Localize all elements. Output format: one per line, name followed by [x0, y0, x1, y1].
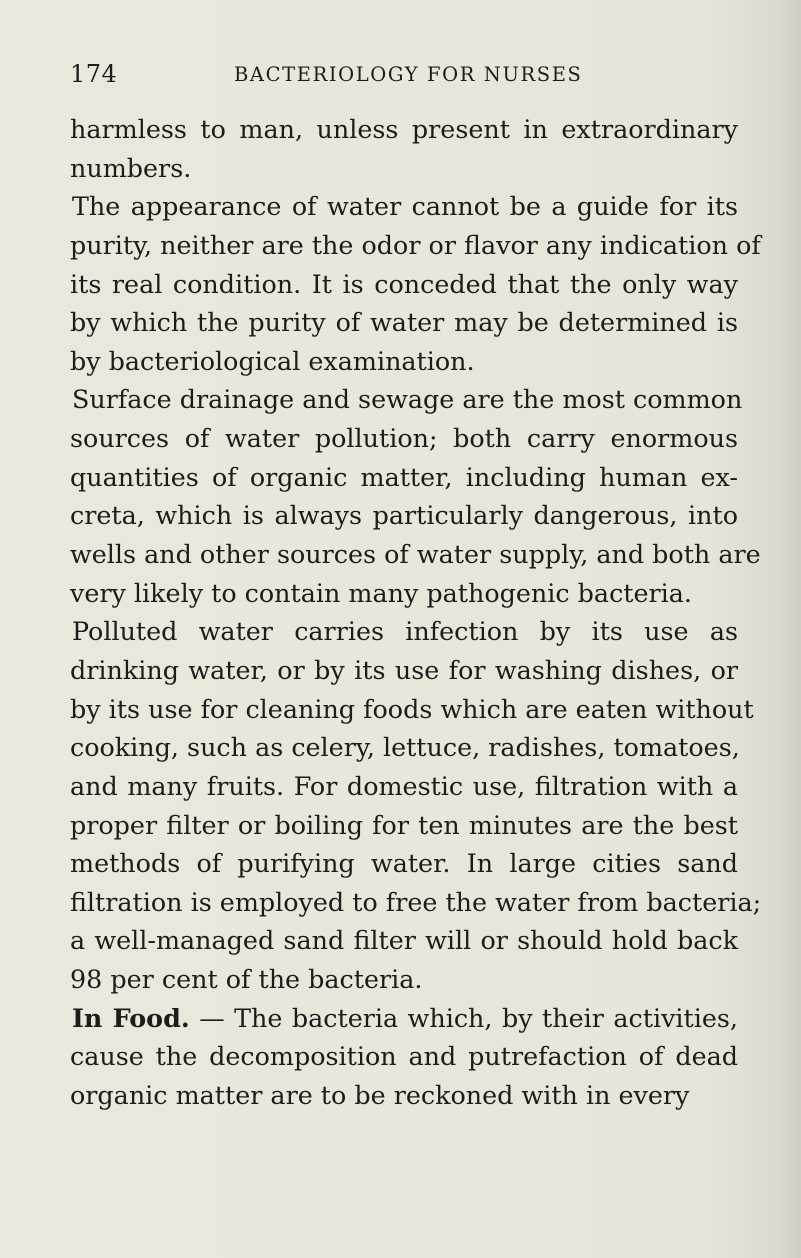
text-line: The appearance of water cannot be a guide for its: [72, 191, 738, 222]
text-line: its real condition. It is conceded that the only way: [70, 268, 738, 299]
text-line: purity, neither are the odor or flavor any indication of: [70, 229, 761, 260]
section-lead-line: [70, 999, 738, 1038]
text-line: proper filter or boiling for ten minutes are the best: [70, 809, 738, 840]
page-number: 174: [70, 60, 118, 88]
text-line: Polluted water carries infection by its use as: [72, 616, 738, 647]
text-line: filtration is employed to free the water from bacteria;: [70, 886, 762, 917]
text-line: very likely to contain many pathogenic bacteria.: [70, 577, 692, 608]
text-line: quantities of organic matter, including human ex-: [70, 461, 738, 492]
running-head: BACTERIOLOGY FOR NURSES: [234, 63, 583, 86]
text-line: Surface drainage and sewage are the most common: [72, 384, 743, 415]
text-line: cooking, such as celery, lettuce, radishes, tomatoes,: [70, 732, 740, 763]
text-line: 98 per cent of the bacteria.: [70, 964, 423, 995]
text-line: methods of purifying water. In large cities sand: [70, 848, 738, 879]
text-line: by which the purity of water may be determined is: [70, 307, 738, 338]
text-line: drinking water, or by its use for washing dishes, or: [70, 654, 738, 685]
text-line: numbers.: [70, 152, 192, 183]
section-lead-rest: — The bacteria which, by their activities,: [189, 1002, 738, 1033]
text-line: organic matter are to be reckoned with in every: [70, 1080, 690, 1111]
body-text: [70, 110, 762, 1115]
text-line: a well-managed sand filter will or should hold back: [70, 925, 738, 956]
text-line: cause the decomposition and putrefaction of dead: [70, 1041, 738, 1072]
text-line: creta, which is always particularly dangerous, into: [70, 500, 738, 531]
text-line: harmless to man, unless present in extraordinary: [70, 114, 738, 144]
page-header: [70, 60, 760, 94]
text-line: and many fruits. For domestic use, filtration with a: [70, 770, 738, 801]
text-line: by bacteriological examination.: [70, 345, 475, 376]
text-line: sources of water pollution; both carry enormous: [70, 423, 738, 454]
text-line: wells and other sources of water supply, and both are: [70, 539, 761, 570]
section-lead: In Food.: [72, 1002, 190, 1033]
text-line: by its use for cleaning foods which are eaten without: [70, 693, 754, 724]
